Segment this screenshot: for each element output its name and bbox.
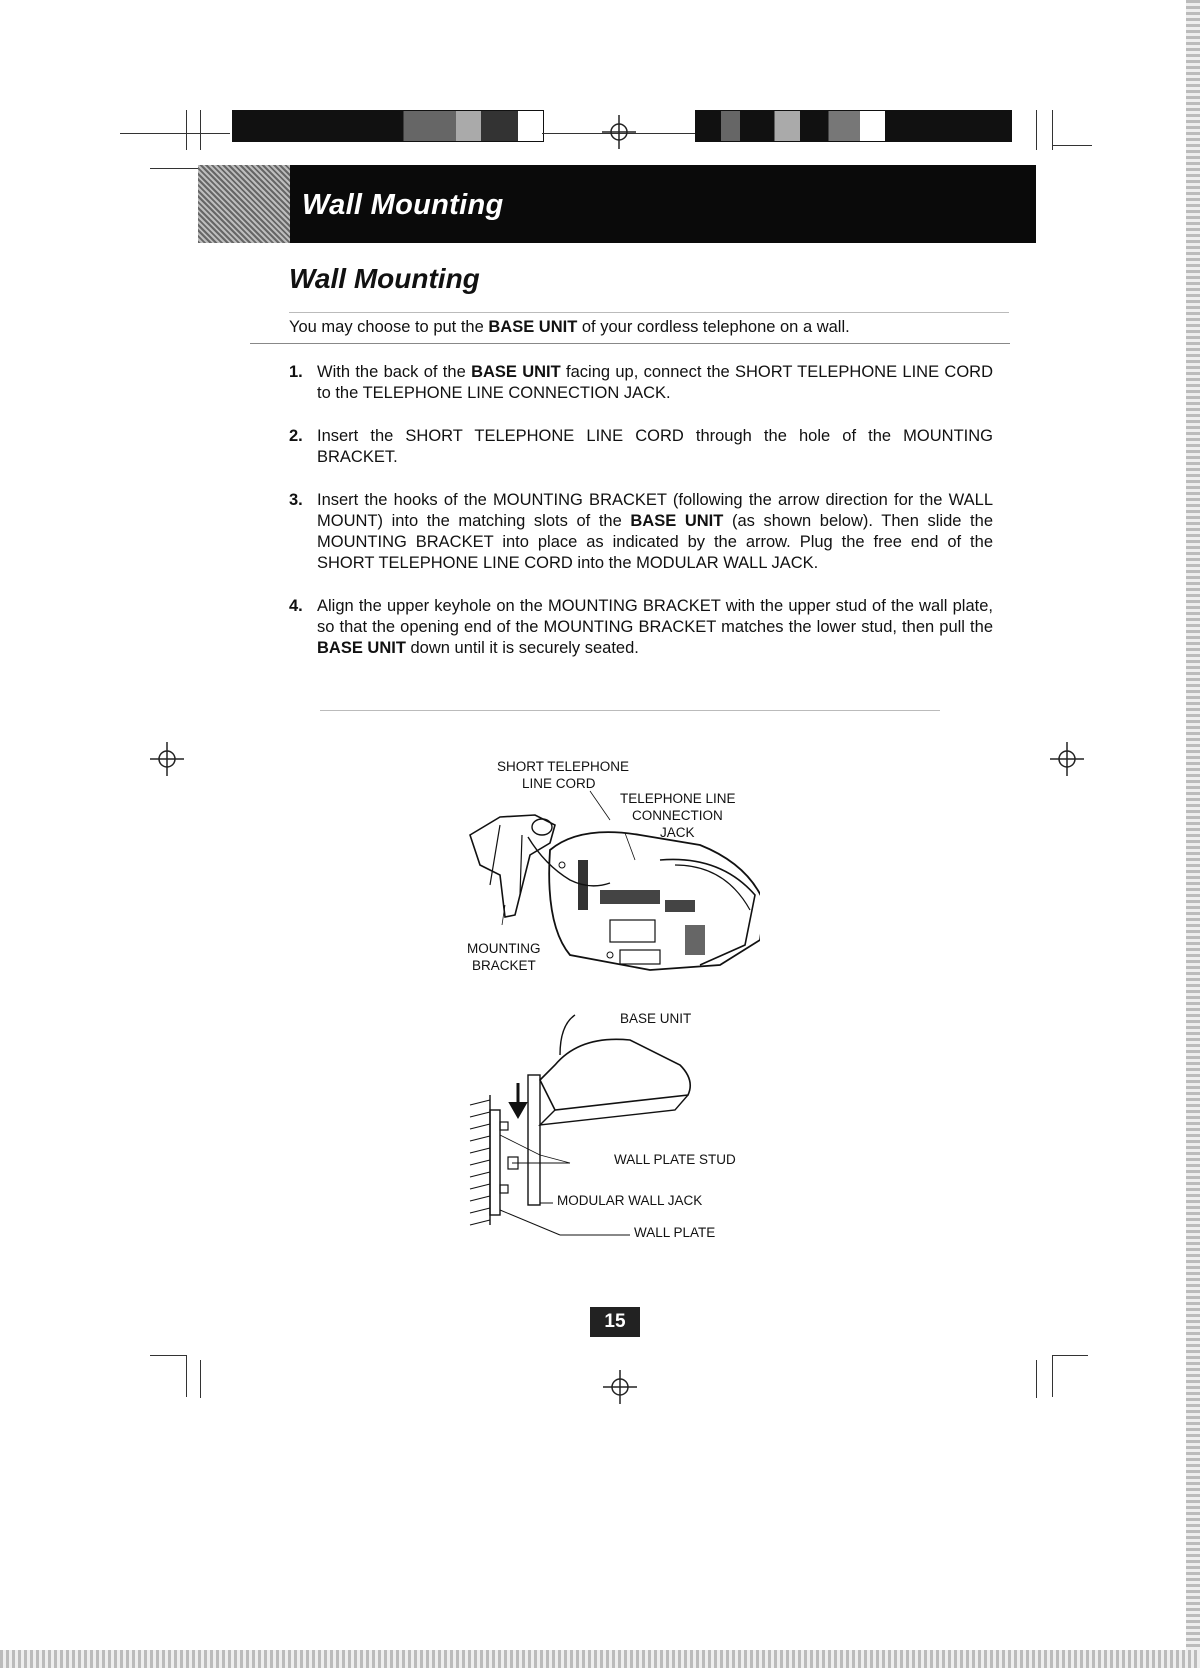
label-short-cord-1: SHORT TELEPHONE <box>497 759 630 774</box>
intro-text: You may choose to put the <box>289 318 489 336</box>
step-number: 3. <box>289 491 303 509</box>
steps-list <box>289 362 993 681</box>
registration-line <box>1052 1355 1088 1356</box>
registration-line <box>150 168 198 169</box>
step-text: Align the upper keyhole on the MOUNTING BRACKET with the upper stud of the wall plate, so that the opening end of the MOUNTING BRACKET matches the lower stud, then pull the <box>317 597 993 636</box>
label-modular-wall-jack: MODULAR WALL JACK <box>557 1193 703 1208</box>
registration-bar-right <box>695 110 1012 142</box>
divider <box>320 710 940 711</box>
crop-mark <box>1036 110 1037 150</box>
crop-mark <box>1036 1360 1037 1398</box>
scan-edge-right <box>1186 0 1200 1668</box>
divider <box>250 343 1010 344</box>
step-item <box>289 426 993 468</box>
step-text: With the back of the <box>317 363 472 381</box>
intro-paragraph <box>289 318 1009 337</box>
crop-mark <box>200 110 201 150</box>
registration-line <box>120 133 230 134</box>
crop-mark <box>200 1360 201 1398</box>
step-item <box>289 596 993 659</box>
step-text: Insert the hooks of the MOUNTING BRACKET (following the arrow direction for the WALL MOUNT) into the matching slots of the <box>317 491 993 530</box>
step-bold: BASE UNIT <box>317 639 406 657</box>
crop-mark <box>186 110 187 150</box>
header-banner <box>198 165 1036 243</box>
step-number: 1. <box>289 363 303 381</box>
step-bold: BASE UNIT <box>471 363 561 381</box>
step-item <box>289 362 993 404</box>
crosshair-icon <box>602 115 636 149</box>
page-number: 15 <box>590 1307 640 1337</box>
label-jack-3: JACK <box>660 825 695 840</box>
step-item <box>289 490 993 574</box>
registration-line <box>640 133 695 134</box>
crop-mark <box>1052 1355 1053 1397</box>
crosshair-icon <box>150 742 184 776</box>
registration-line <box>1052 145 1092 146</box>
label-base-unit: BASE UNIT <box>620 1011 692 1026</box>
label-short-cord-2: LINE CORD <box>522 776 596 791</box>
crop-mark <box>186 1355 187 1397</box>
registration-line <box>150 1355 186 1356</box>
registration-bar-left <box>232 110 544 142</box>
intro-text-end: of your cordless telephone on a wall. <box>577 318 850 336</box>
banner-title: Wall Mounting <box>302 189 504 221</box>
crosshair-icon <box>1050 742 1084 776</box>
step-bold: BASE UNIT <box>630 512 724 530</box>
label-jack-2: CONNECTION <box>632 808 723 823</box>
crosshair-icon <box>603 1370 637 1404</box>
step-text: down until it is securely seated. <box>405 639 639 657</box>
banner-pattern <box>198 165 290 243</box>
intro-bold: BASE UNIT <box>488 318 578 336</box>
label-jack-1: TELEPHONE LINE <box>620 791 736 806</box>
label-wall-plate-stud: WALL PLATE STUD <box>614 1152 736 1167</box>
step-text: Insert the SHORT TELEPHONE LINE CORD through the hole of the MOUNTING BRACKET. <box>317 427 993 466</box>
scan-edge-bottom <box>0 1650 1200 1668</box>
label-bracket-2: BRACKET <box>472 958 536 973</box>
wall-mount-illustration <box>460 759 760 1245</box>
section-heading: Wall Mounting <box>289 263 480 294</box>
step-text: (as shown below). Then slide the MOUNTING BRACKET into place as indicated by the arrow. Plug the free end of the SHORT TELEPHONE LINE CORD into the MODULAR WALL JACK. <box>317 512 993 572</box>
base-unit-drawing <box>460 765 760 1245</box>
step-number: 2. <box>289 427 303 445</box>
label-wall-plate: WALL PLATE <box>634 1225 716 1240</box>
crop-mark <box>1052 110 1053 150</box>
step-text: facing up, connect the SHORT TELEPHONE LINE CORD to the TELEPHONE LINE CONNECTION JACK. <box>317 363 993 402</box>
divider <box>289 312 1009 313</box>
step-number: 4. <box>289 597 303 615</box>
label-bracket-1: MOUNTING <box>467 941 541 956</box>
